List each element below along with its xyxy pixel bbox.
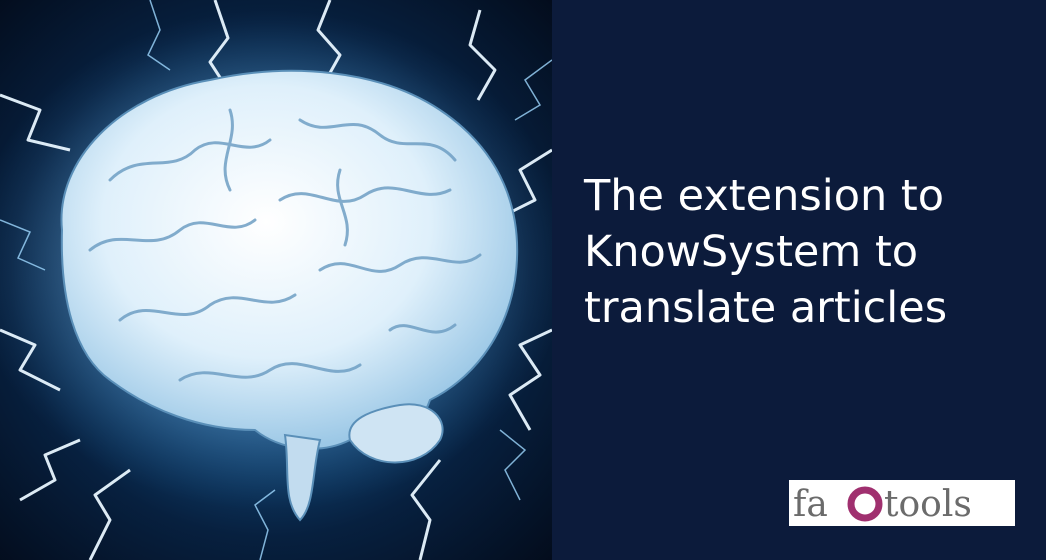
svg-text:fa: fa	[793, 484, 828, 525]
faotools-logo[interactable]	[789, 480, 1015, 526]
headline-line-2: KnowSystem to	[584, 227, 919, 277]
faotools-logo-icon	[789, 480, 1015, 526]
svg-text:tools: tools	[884, 484, 972, 525]
headline-line-3: translate articles	[584, 283, 948, 333]
headline-line-1: The extension to	[584, 171, 945, 221]
headline	[584, 168, 1024, 336]
